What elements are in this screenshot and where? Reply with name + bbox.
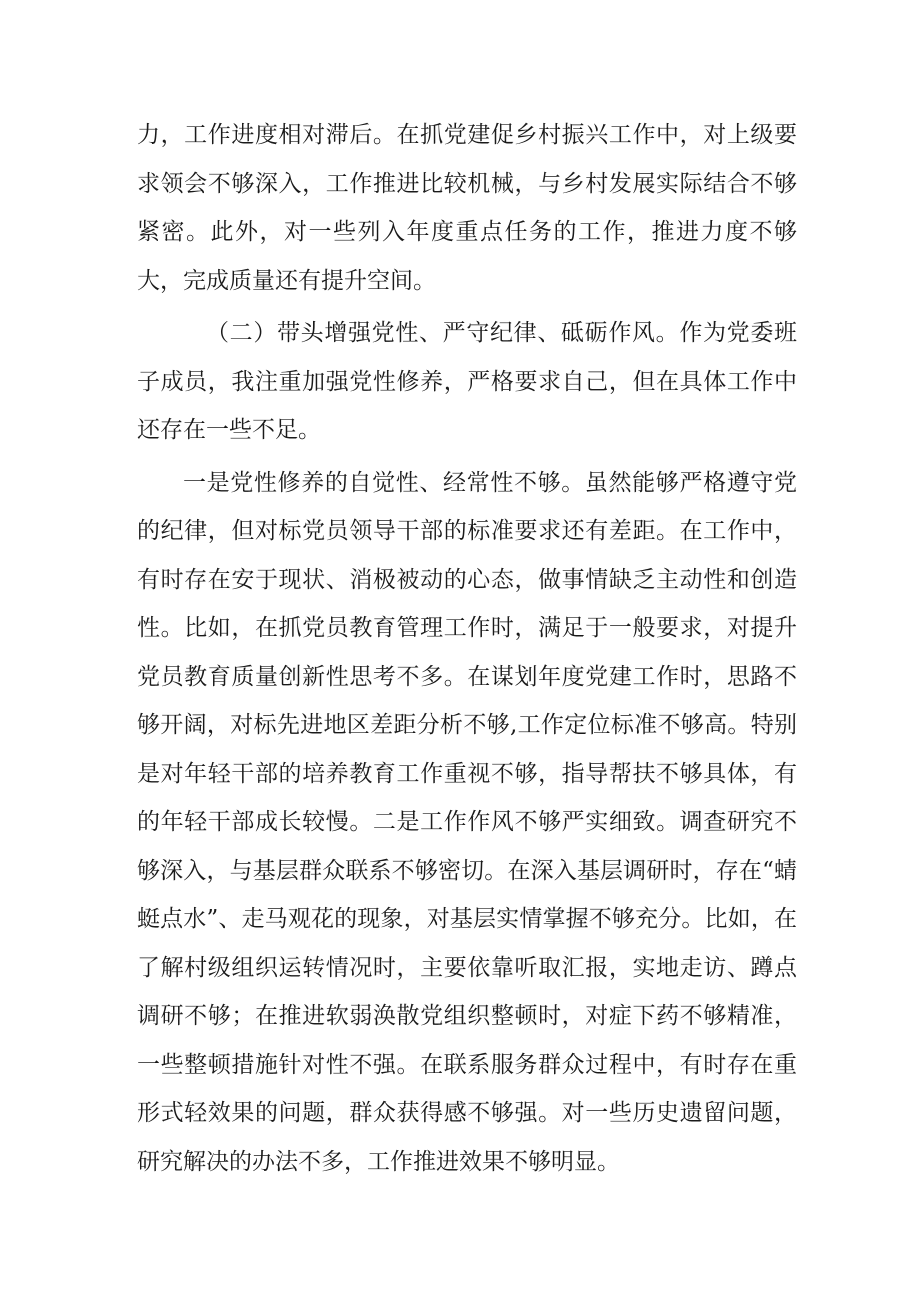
section-heading-paragraph: （二）带头增强党性、严守纪律、砥砺作风。作为党委班子成员，我注重加强党性修养，严格要求自己，但在具体工作中还存在一些不足。: [137, 320, 797, 443]
body-paragraph: 一是党性修养的自觉性、经常性不够。虽然能够严格遵守党的纪律，但对标党员领导干部的标准要求还有差距。在工作中，有时存在安于现状、消极被动的心态，做事情缺乏主动性和创造性。比如，在抓党员教育管理工作时，满足于一般要求，对提升党员教育质量创新性思考不多。在谋划年度党建工作时，思路不够开阔，对标先进地区差距分析不够,工作定位标准不够高。特别是对年轻干部的培养教育工作重视不够，指导帮扶不够具体，有的年轻干部成长较慢。二是工作作风不够严实细致。调查研究不够深入，与基层群众联系不够密切。在深入基层调研时，存在“蜻蜓点水”、走马观花的现象，对基层实情掌握不够充分。比如，在了解村级组织运转情况时，主要依靠听取汇报，实地走访、蹲点调研不够；在推进软弱涣散党组织整顿时，对症下药不够精准，一些整顿措施针对性不强。在联系服务群众过程中，有时存在重形式轻效果的问题，群众获得感不够强。对一些历史遗留问题，研究解决的办法不多，工作推进效果不够明显。: [137, 469, 797, 1175]
document-body: [137, 111, 797, 1190]
paragraph-continuation: 力，工作进度相对滞后。在抓党建促乡村振兴工作中，对上级要求领会不够深入，工作推进比较机械，与乡村发展实际结合不够紧密。此外，对一些列入年度重点任务的工作，推进力度不够大，完成质量还有提升空间。: [137, 122, 797, 294]
